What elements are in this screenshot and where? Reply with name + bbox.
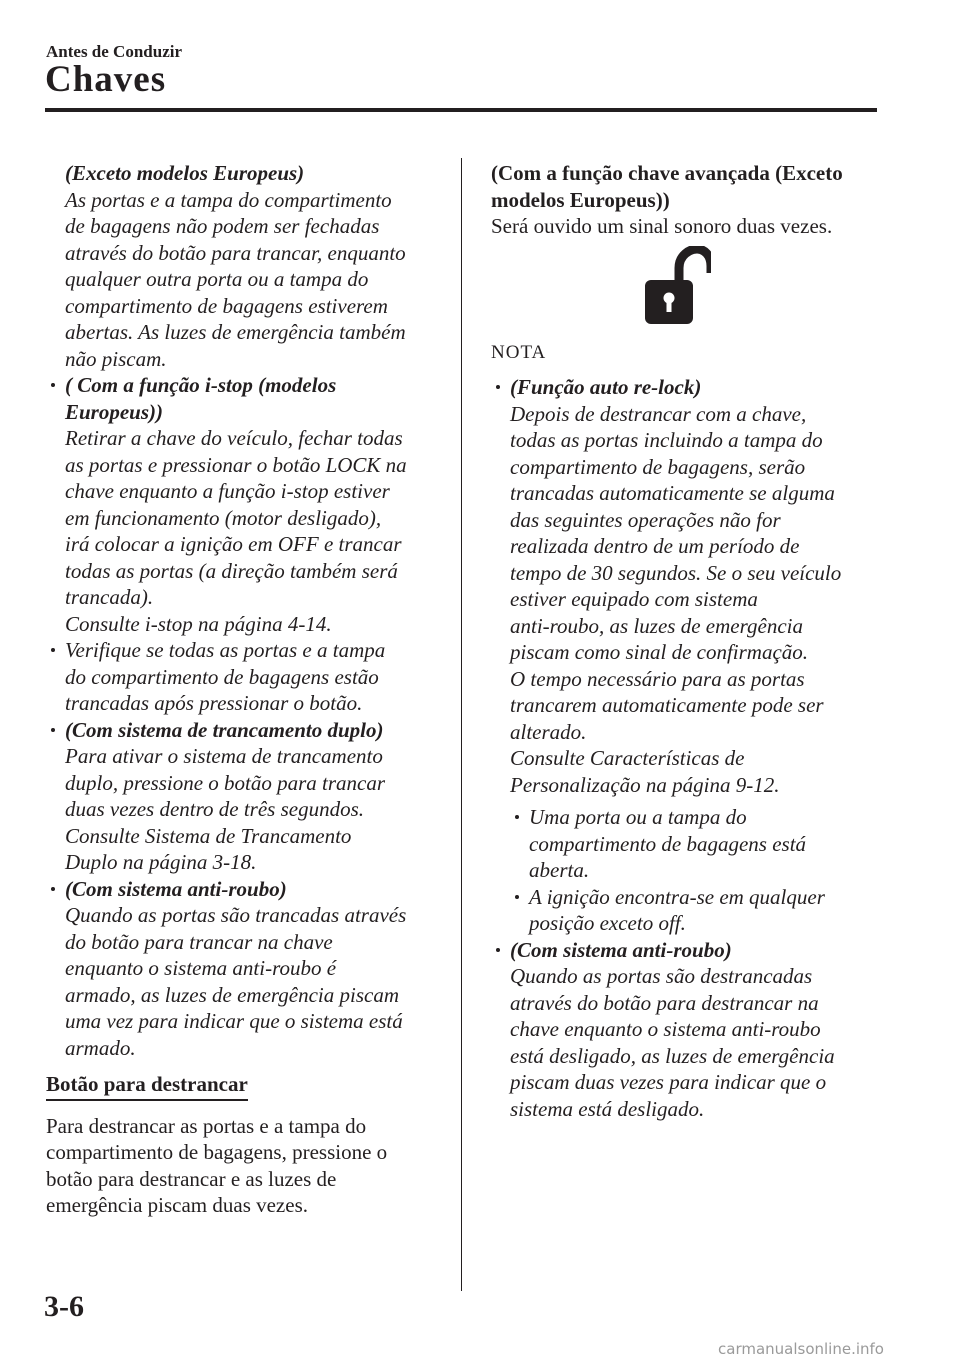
double-lock-line: Para ativar o sistema de trancamento <box>65 744 383 768</box>
unlock-line: botão para destrancar e as luzes de <box>46 1166 337 1191</box>
bullet-icon <box>51 648 55 652</box>
bullet-icon <box>51 728 55 732</box>
auto-relock-line: alterado. <box>510 719 587 744</box>
auto-relock-line: Depois de destrancar com a chave, <box>510 401 807 426</box>
bullet-icon <box>51 383 55 387</box>
istop-heading: ( Com a função i-stop (modelos <box>46 372 442 399</box>
watermark: carmanualsonline.info <box>718 1340 884 1358</box>
istop-line: irá colocar a ignição em OFF e trancar <box>65 532 402 556</box>
section-label: Antes de Conduzir <box>46 42 183 61</box>
verify-line: do compartimento de bagagens estão <box>65 664 379 689</box>
anti-theft-line: piscam duas vezes para indicar que o <box>510 1070 827 1094</box>
istop-line: Consulte i-stop na página 4-14. <box>65 611 332 636</box>
double-lock-line: Duplo na página 3-18. <box>65 850 257 874</box>
unlock-line: compartimento de bagagens, pressione o <box>46 1140 388 1164</box>
double-lock-line: duas vezes dentro de três segundos. <box>65 797 365 821</box>
anti-theft-line: uma vez para indicar que o sistema está <box>65 1009 403 1033</box>
auto-relock-line: Consulte Características de <box>510 746 745 770</box>
auto-relock-line: estiver equipado com sistema <box>510 587 758 611</box>
auto-relock-line: Personalização na página 9-12. <box>510 772 780 797</box>
bullet-icon <box>515 895 519 899</box>
istop-line: em funcionamento (motor desligado), <box>65 505 382 530</box>
right-column <box>491 160 881 1122</box>
bullet-icon <box>515 815 519 819</box>
left-column <box>46 160 442 1219</box>
intro-heading: (Exceto modelos Europeus) <box>65 161 305 185</box>
advanced-key-heading: (Com a função chave avançada (Exceto <box>491 161 843 185</box>
double-lock-line: duplo, pressione o botão para trancar <box>65 770 386 795</box>
intro-line: através do botão para trancar, enquanto <box>65 240 406 265</box>
nota-label: NOTA <box>491 341 547 363</box>
auto-relock-sub-item: A ignição encontra-se em qualquer <box>491 884 881 911</box>
auto-relock-line: piscam como sinal de confirmação. <box>510 640 809 664</box>
auto-relock-heading: (Função auto re-lock) <box>491 374 881 401</box>
auto-relock-sub-item: compartimento de bagagens está <box>529 831 807 856</box>
page-number: 3-6 <box>44 1290 84 1323</box>
unlocked-padlock-icon <box>641 246 711 326</box>
double-lock-line: Consulte Sistema de Trancamento <box>65 823 352 848</box>
unlock-line: emergência piscam duas vezes. <box>46 1193 308 1217</box>
intro-line: abertas. As luzes de emergência também <box>65 320 406 344</box>
anti-theft-line: armado. <box>65 1035 136 1060</box>
intro-line: não piscam. <box>65 346 167 371</box>
intro-line: As portas e a tampa do compartimento <box>65 187 392 212</box>
auto-relock-sub-item: Uma porta ou a tampa do <box>491 804 881 831</box>
bullet-icon <box>496 385 500 389</box>
title-rule <box>45 108 877 112</box>
auto-relock-line: todas as portas incluindo a tampa do <box>510 428 823 452</box>
intro-line: de bagagens não podem ser fechadas <box>65 214 380 238</box>
auto-relock-line: realizada dentro de um período de <box>510 534 800 558</box>
advanced-key-body: Será ouvido um sinal sonoro duas vezes. <box>491 214 833 238</box>
auto-relock-line: compartimento de bagagens, serão <box>510 454 806 479</box>
auto-relock-line: anti-roubo, as luzes de emergência <box>510 613 803 638</box>
istop-line: trancada). <box>65 585 154 609</box>
unlock-line: Para destrancar as portas e a tampa do <box>46 1113 367 1138</box>
intro-line: compartimento de bagagens estiverem <box>65 293 388 318</box>
auto-relock-line: O tempo necessário para as portas <box>510 666 805 691</box>
istop-heading: Europeus)) <box>65 399 164 424</box>
istop-line: chave enquanto a função i-stop estiver <box>65 479 390 503</box>
anti-theft-line: Quando as portas são destrancadas <box>510 964 813 988</box>
auto-relock-sub-item: aberta. <box>529 858 590 882</box>
auto-relock-line: trancarem automaticamente pode ser <box>510 693 824 717</box>
advanced-key-heading: modelos Europeus)) <box>491 187 670 212</box>
anti-theft-line: do botão para trancar na chave <box>65 929 333 954</box>
anti-theft-line: através do botão para destrancar na <box>510 990 819 1015</box>
double-lock-heading: (Com sistema de trancamento duplo) <box>46 717 442 744</box>
anti-theft-heading: (Com sistema anti-roubo) <box>491 937 881 964</box>
anti-theft-line: sistema está desligado. <box>510 1096 705 1121</box>
anti-theft-line: chave enquanto o sistema anti-roubo <box>510 1017 821 1041</box>
auto-relock-sub-item: posição exceto off. <box>529 911 686 935</box>
column-divider <box>461 158 462 1291</box>
unlocked-padlock-icon <box>491 240 881 332</box>
bullet-icon <box>51 887 55 891</box>
page-title: Chaves <box>45 59 167 100</box>
bullet-icon <box>496 948 500 952</box>
anti-theft-line: Quando as portas são trancadas através <box>65 903 407 927</box>
verify-line: Verifique se todas as portas e a tampa <box>46 637 442 664</box>
istop-line: Retirar a chave do veículo, fechar todas <box>65 426 403 450</box>
auto-relock-line: tempo de 30 segundos. Se o seu veículo <box>510 560 842 585</box>
istop-line: todas as portas (a direção também será <box>65 558 398 583</box>
anti-theft-line: armado, as luzes de emergência piscam <box>65 982 400 1007</box>
anti-theft-line: enquanto o sistema anti-roubo é <box>65 956 337 980</box>
anti-theft-line: está desligado, as luzes de emergência <box>510 1043 835 1068</box>
istop-line: as portas e pressionar o botão LOCK na <box>65 452 407 477</box>
auto-relock-line: trancadas automaticamente se alguma <box>510 481 835 505</box>
anti-theft-heading: (Com sistema anti-roubo) <box>46 876 442 903</box>
intro-line: qualquer outra porta ou a tampa do <box>65 267 369 291</box>
auto-relock-line: das seguintes operações não for <box>510 507 781 532</box>
unlock-section-heading: Botão para destrancar <box>46 1071 248 1101</box>
verify-line: trancadas após pressionar o botão. <box>65 691 363 715</box>
